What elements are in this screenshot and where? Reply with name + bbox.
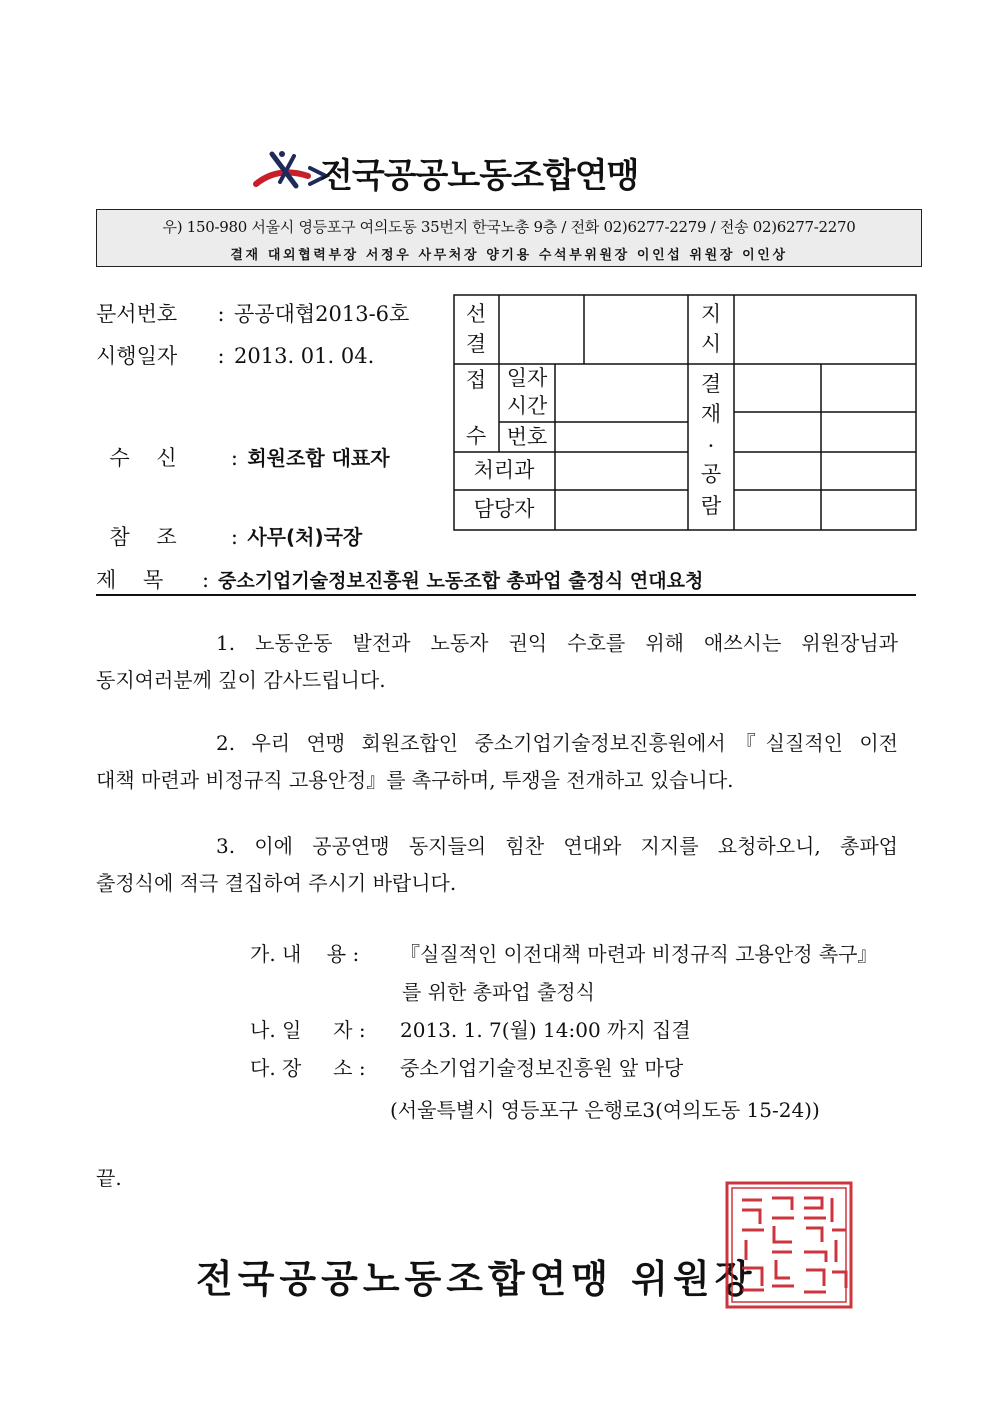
address-box bbox=[96, 209, 922, 267]
approval-signers-line: 결재 대외협력부장 서정우 사무처장 양기용 수석부위원장 이인섭 위원장 이인상 bbox=[230, 248, 788, 263]
detail-content-value-2: 를 위한 총파업 출정식 bbox=[402, 980, 595, 1004]
grid-gyeoljae-5: 람 bbox=[700, 494, 722, 518]
detail-date-value: 2013. 1. 7(월) 14:00 까지 집결 bbox=[400, 1018, 691, 1042]
grid-jeopsu-2: 수 bbox=[465, 424, 487, 448]
grid-beonho: 번호 bbox=[506, 425, 548, 449]
grid-gyeoljae-4: 공 bbox=[700, 462, 722, 486]
approval-grid bbox=[453, 294, 917, 532]
grid-damdangja: 담당자 bbox=[473, 497, 535, 521]
detail-place-address: (서울특별시 영등포구 은행로3(여의도동 15-24)) bbox=[390, 1098, 820, 1122]
detail-place-value: 중소기업기술정보진흥원 앞 마당 bbox=[400, 1056, 684, 1080]
issue-date-label: 시행일자 bbox=[96, 344, 178, 368]
subject-label: 제 목 bbox=[96, 568, 164, 592]
paragraph-1-line-2: 동지여러분께 깊이 감사드립니다. bbox=[96, 668, 386, 692]
recipient-label: 수 신 bbox=[109, 446, 177, 470]
issue-date-row bbox=[96, 340, 374, 370]
address-line: 우) 150-980 서울시 영등포구 여의도동 35번지 한국노총 9층 / 전화 02)6277-2279 / 전송 02)6277-2270 bbox=[162, 218, 856, 236]
detail-place-label: 다. 장 소 : bbox=[250, 1056, 366, 1080]
grid-seongyeol-1: 선 bbox=[465, 302, 487, 326]
reference-value: 사무(처)국장 bbox=[247, 525, 363, 549]
subject-value: 중소기업기술정보진흥원 노동조합 총파업 출정식 연대요청 bbox=[218, 570, 704, 592]
paragraph-1 bbox=[96, 625, 898, 699]
paragraph-3 bbox=[96, 828, 898, 902]
subject-underline bbox=[96, 594, 916, 596]
paragraph-3-line-2: 출정식에 적극 결집하여 주시기 바랍니다. bbox=[96, 871, 457, 895]
doc-number-value: 공공대협2013-6호 bbox=[234, 302, 410, 326]
detail-content-label: 가. 내 용 : bbox=[250, 942, 360, 966]
org-logo bbox=[250, 146, 740, 196]
paragraph-3-line-1: 3. 이에 공공연맹 동지들의 힘찬 연대와 지지를 요청하오니, 총파업 bbox=[216, 834, 898, 858]
doc-number-colon: : bbox=[217, 302, 225, 326]
detail-content-value: 『실질적인 이전대책 마련과 비정규직 고용안정 촉구』 bbox=[400, 942, 878, 966]
recipient-colon: : bbox=[230, 446, 238, 470]
grid-jisi-1: 지 bbox=[700, 302, 722, 326]
doc-number-label: 문서번호 bbox=[96, 302, 178, 326]
issue-date-value: 2013. 01. 04. bbox=[234, 344, 375, 368]
doc-number-row bbox=[96, 298, 409, 328]
reference-label: 참 조 bbox=[109, 525, 177, 549]
paragraph-2 bbox=[96, 725, 898, 799]
grid-gyeoljae-1: 결 bbox=[700, 372, 722, 396]
grid-gyeoljae-3: · bbox=[707, 434, 715, 458]
subject-row bbox=[96, 564, 916, 594]
subject-colon: : bbox=[202, 568, 210, 592]
grid-ilja-1: 일자 bbox=[506, 366, 548, 390]
grid-jeopsu-1: 접 bbox=[465, 368, 487, 392]
grid-seongyeol-2: 결 bbox=[465, 332, 487, 356]
reference-colon: : bbox=[230, 525, 238, 549]
logo-title: 전국공공노동조합연맹 bbox=[320, 156, 639, 196]
grid-gyeoljae-2: 재 bbox=[700, 402, 722, 426]
reference-row bbox=[96, 497, 362, 551]
paragraph-2-line-2: 대책 마련과 비정규직 고용안정』를 촉구하며, 투쟁을 전개하고 있습니다. bbox=[96, 768, 734, 792]
recipient-value: 회원조합 대표자 bbox=[247, 446, 390, 470]
logo-emblem-icon bbox=[250, 146, 330, 196]
grid-ilja-2: 시간 bbox=[506, 394, 548, 418]
recipient-row bbox=[96, 418, 390, 472]
end-mark: 끝. bbox=[96, 1166, 122, 1190]
grid-cheorigwa: 처리과 bbox=[473, 458, 535, 482]
paragraph-1-line-1: 1. 노동운동 발전과 노동자 권익 수호를 위해 애쓰시는 위원장님과 bbox=[216, 631, 898, 655]
paragraph-2-line-1: 2. 우리 연맹 회원조합인 중소기업기술정보진흥원에서『실질적인 이전 bbox=[216, 731, 898, 755]
grid-jisi-2: 시 bbox=[700, 332, 722, 356]
signatory: 전국공공노동조합연맹 위원장 bbox=[196, 1257, 757, 1301]
official-seal-icon bbox=[724, 1180, 854, 1310]
issue-date-colon: : bbox=[217, 344, 225, 368]
detail-date-label: 나. 일 자 : bbox=[250, 1018, 366, 1042]
